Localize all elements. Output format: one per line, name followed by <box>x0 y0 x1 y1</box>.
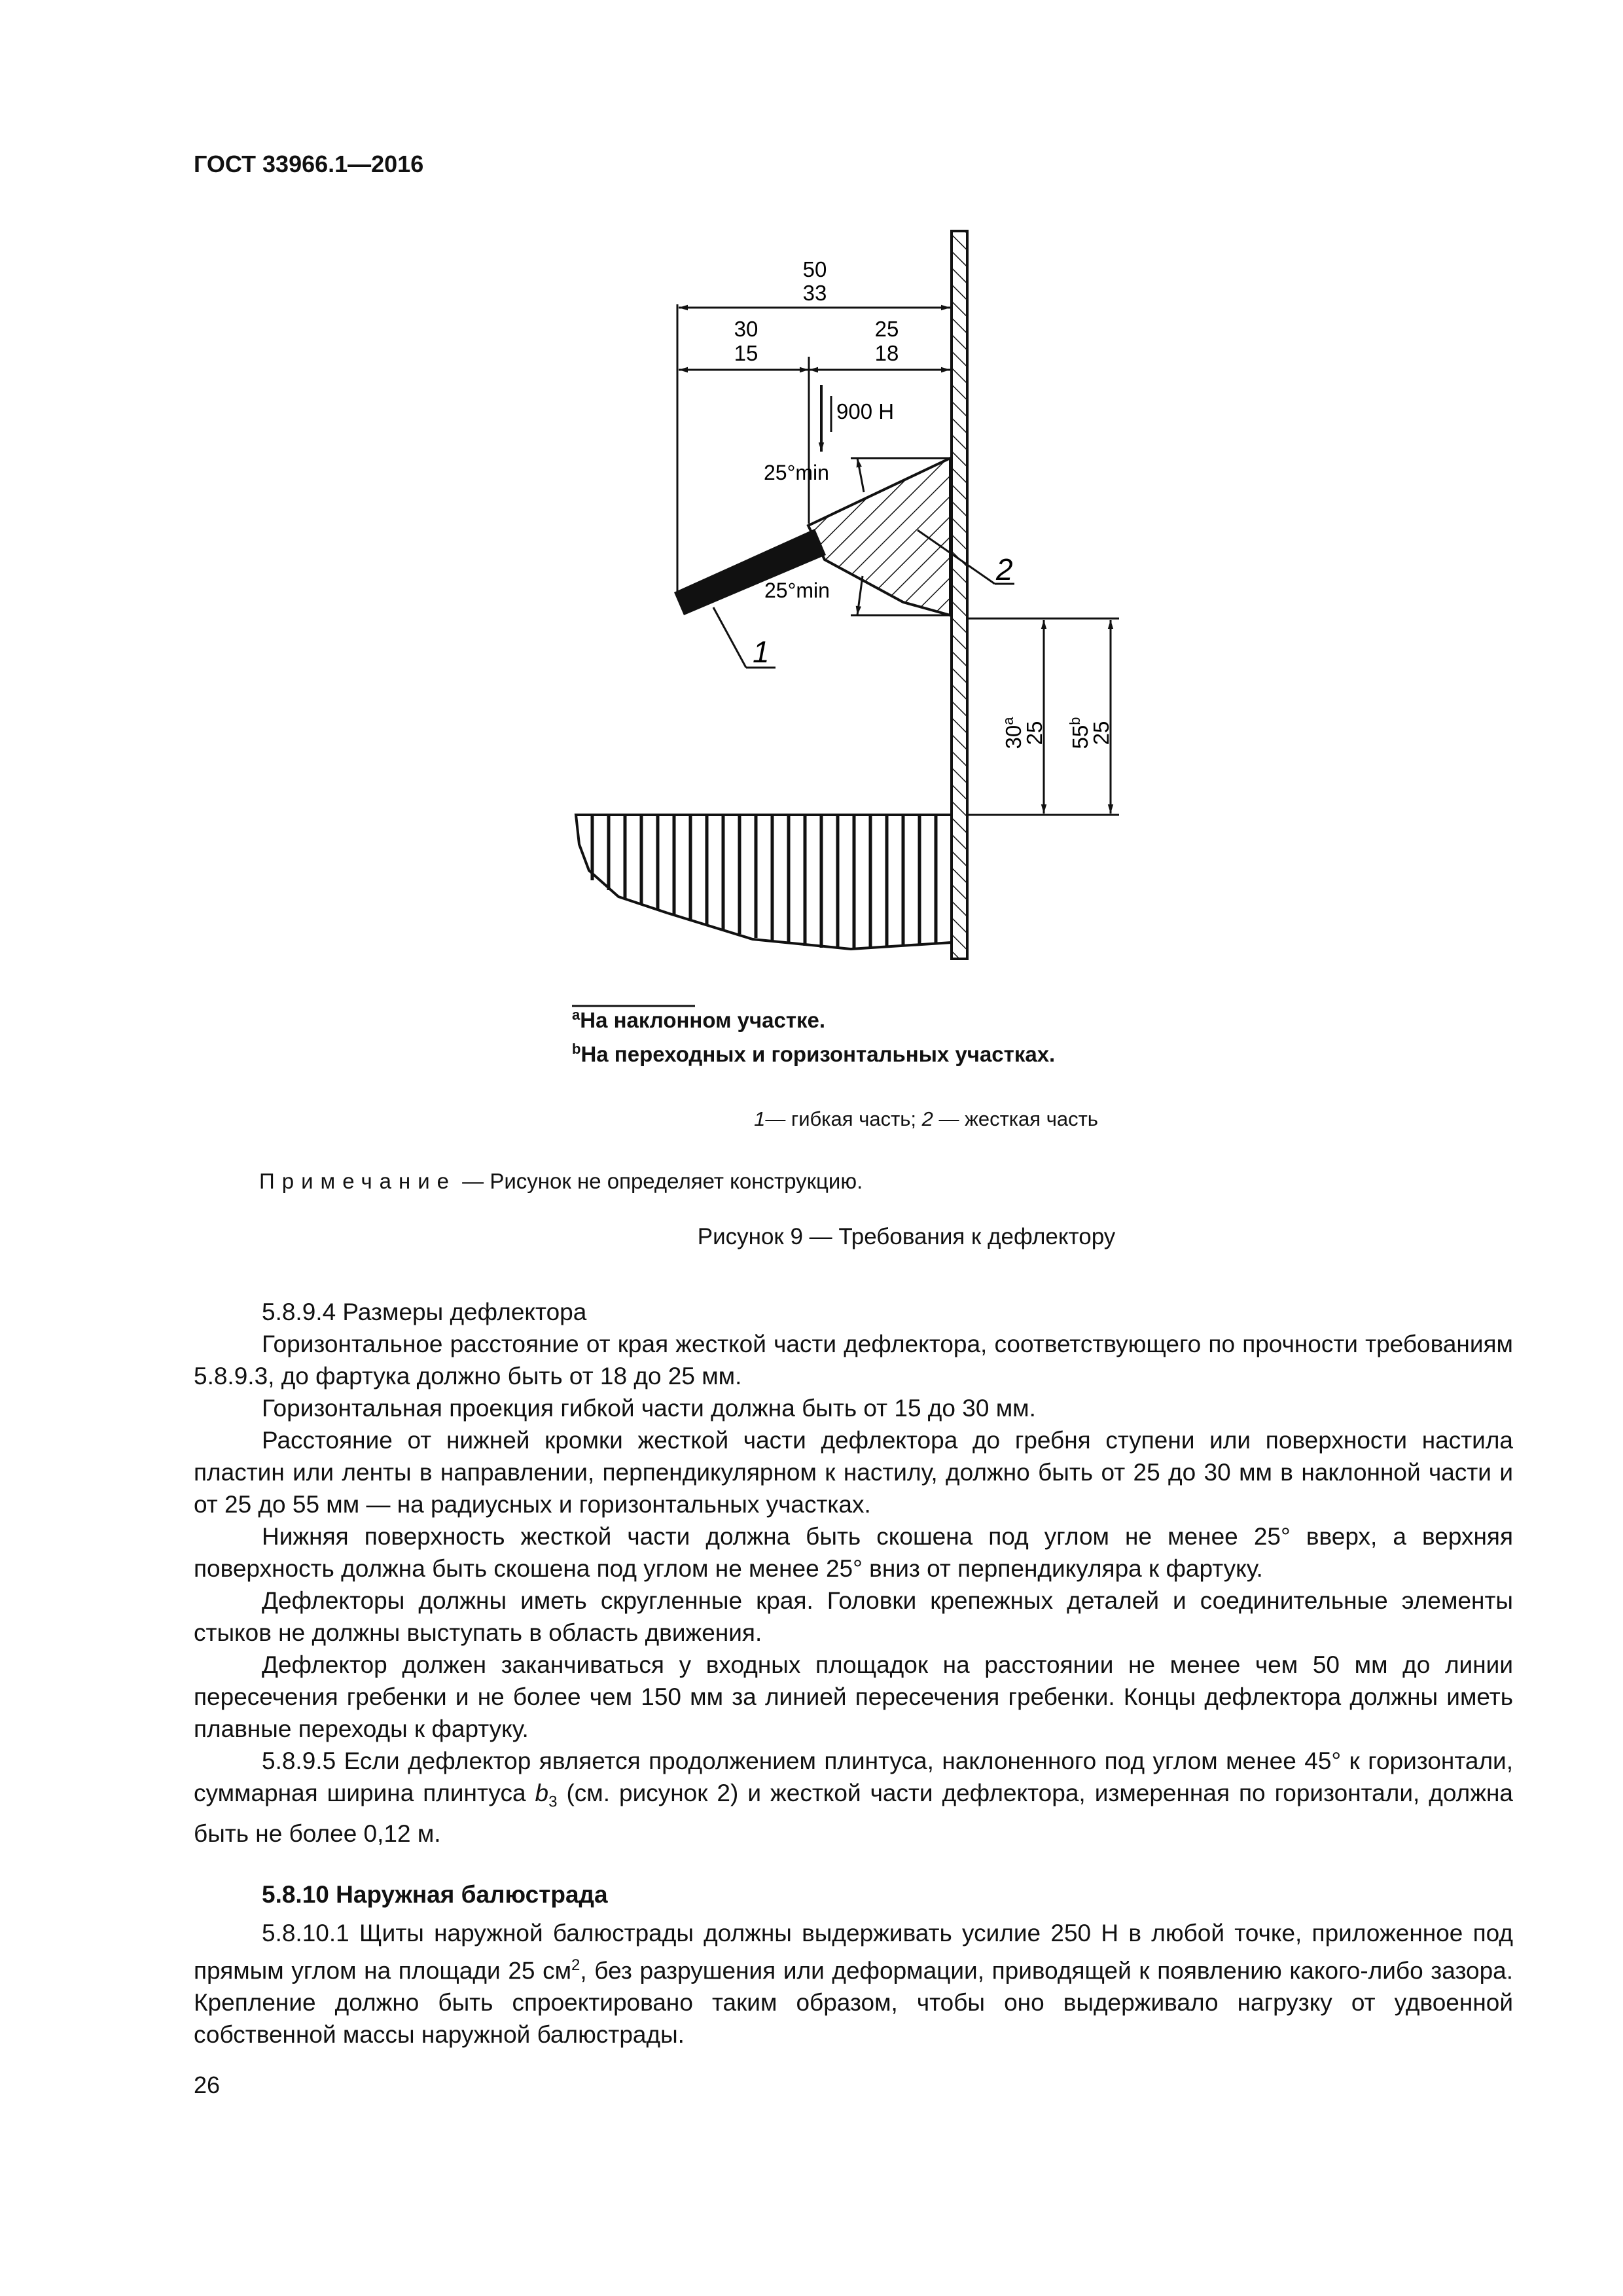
section-5-8-10 <box>194 1878 1513 2051</box>
paragraph: Дефлектор должен заканчиваться у входных площадок на расстоянии не менее чем 50 мм до линии пересечения гребенки и не более чем 150 мм за линией пересечения гребенки. Концы дефлектора должны иметь плавные переходы к фартуку. <box>194 1651 1513 1742</box>
vdim-1-value-a: 30$^a$ <box>1000 717 1026 749</box>
section-heading: 5.8.10 Наружная балюстрада <box>262 1881 608 1908</box>
p10-part-b: , без разрушения или деформации, приводящей к появлению какого-либо зазора. Крепление должно быть спроектировано таким образом, чтобы оно выдерживало нагрузку от удвоенной собственной массы наружной балюстрады. <box>194 1957 1513 2049</box>
angle-top-value: 25°min <box>764 461 829 484</box>
force-arrow <box>821 385 894 452</box>
standard-header: ГОСТ 33966.1—2016 <box>194 151 424 177</box>
angle-bottom-value: 25°min <box>764 579 830 602</box>
vertical-dims <box>967 619 1119 815</box>
vdim-2-value-b: 25 <box>1089 721 1113 745</box>
footnote-b <box>572 1042 1055 1067</box>
figure-caption: Рисунок 9 — Требования к дефлектору <box>697 1224 1116 1249</box>
figure-note <box>259 1169 863 1194</box>
footnote-b-text: На переходных и горизонтальных участках. <box>580 1042 1056 1066</box>
paragraph: Горизонтальное расстояние от края жесткой части дефлектора, соответствующего по прочности требованиям 5.8.9.3, до фартука должно быть от 18 до 25 мм. <box>194 1331 1513 1390</box>
p8-part-b: (см. рисунок 2) и жесткой части дефлектора, измеренная по горизонтали, должна быть не более 0,12 м. <box>194 1780 1513 1848</box>
footnote-a-text: На наклонном участке. <box>580 1008 826 1032</box>
p8-subscript: 3 <box>548 1793 558 1811</box>
dim-right-value-1: 25 <box>874 317 899 341</box>
paragraph-5-8-10-1 <box>194 1917 1513 2051</box>
legend-2-num: 2 <box>921 1107 933 1130</box>
force-value: 900 Н <box>836 399 895 423</box>
figure-legend <box>0 1107 1623 1131</box>
p8-variable: b <box>535 1780 549 1806</box>
dim-total-value-1: 50 <box>802 257 827 281</box>
vdim-1-value-b: 25 <box>1022 721 1046 745</box>
dim-right-value-2: 18 <box>874 341 899 365</box>
rigid-part <box>808 458 1014 615</box>
part-2-label: 2 <box>996 552 1013 586</box>
page-number: 26 <box>194 2072 221 2098</box>
p10-part-a: 5.8.10.1 Щиты наружной балюстрады должны выдерживать усилие 250 Н в любой точке, приложенное под прямым углом на площади 25 см <box>194 1920 1513 1984</box>
note-text: — Рисунок не определяет конструкцию. <box>456 1169 863 1193</box>
p8-part-a: 5.8.9.5 Если дефлектор является продолжением плинтуса, наклоненного под углом менее 45° к горизонтали, суммарная ширина плинтуса <box>194 1748 1513 1806</box>
note-label: Примечание <box>259 1169 457 1193</box>
paragraph-5-8-9-4: 5.8.9.4 Размеры дефлектора <box>262 1299 587 1325</box>
paragraph-5-8-9-5 <box>194 1745 1513 1850</box>
apron <box>952 231 967 959</box>
step <box>576 815 952 949</box>
deflector-figure <box>0 0 1623 1021</box>
body-text <box>194 1296 1513 1850</box>
p10-superscript: 2 <box>571 1956 580 1974</box>
footnote-b-mark: b <box>572 1041 581 1057</box>
vdim-2-value-a: 55$^b$ <box>1067 717 1092 749</box>
footnote-a <box>572 1008 825 1033</box>
paragraph: Горизонтальная проекция гибкой части должна быть от 15 до 30 мм. <box>262 1395 1036 1422</box>
legend-1-text: — гибкая часть; <box>765 1107 922 1130</box>
paragraph: Расстояние от нижней кромки жесткой части дефлектора до гребня ступени или поверхности настила пластин или ленты в направлении, перпендикулярном к настилу, должно быть от 25 до 30 мм в наклонной части и от 25 до 55 мм — на радиусных и горизонтальных участках. <box>194 1427 1513 1518</box>
legend-1-num: 1 <box>754 1107 766 1130</box>
paragraph: Дефлекторы должны иметь скругленные края. Головки крепежных деталей и соединительные элементы стыков не должны выступать в область движения. <box>194 1587 1513 1646</box>
dim-left-value-2: 15 <box>734 341 758 365</box>
footnote-a-mark: a <box>572 1007 580 1023</box>
part-1-label: 1 <box>753 635 770 669</box>
paragraph: Нижняя поверхность жесткой части должна быть скошена под углом не менее 25° вверх, а верхняя поверхность должна быть скошена под углом не менее 25° вниз от перпендикуляра к фартуку. <box>194 1523 1513 1582</box>
dim-left-value-1: 30 <box>734 317 758 341</box>
dim-total-value-2: 33 <box>802 281 827 305</box>
legend-2-text: — жесткая часть <box>933 1107 1098 1130</box>
